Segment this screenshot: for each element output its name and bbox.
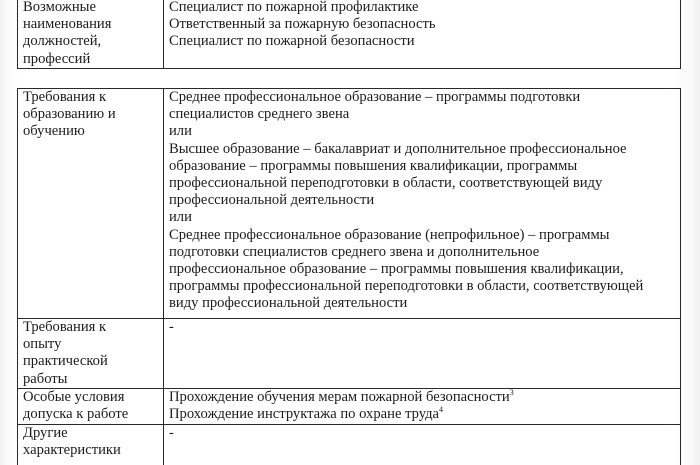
row-label-job-titles [18,0,164,68]
value-line: Специалист по пожарной профилактике [169,0,419,15]
label-line: Другие [23,425,68,441]
value-line: Специалист по пожарной безопасности [169,33,415,50]
row-value-education [164,89,681,319]
value-line: виду профессиональной деятельности [169,295,408,312]
requirements-table [17,88,681,465]
value-line: - [169,319,174,335]
value-line: Среднее профессиональное образование – программы подготовки [169,89,581,105]
table-row [18,319,681,389]
value-line: Среднее профессиональное образование (непрофильное) – программы [169,226,610,243]
label-line: профессий [23,50,91,67]
label-line: работы [23,370,68,387]
value-line: программы профессиональной переподготовки в области, соответствующей [169,278,644,295]
value-line: профессиональной деятельности [169,192,375,209]
value-line: Ответственный за пожарную безопасность [169,16,436,33]
value-text: Прохождение инструктажа по охране труда [169,406,440,423]
label-line: практической [23,353,108,370]
value-line: образование – программы повышения квалификации, программы [169,157,578,174]
label-line: обучению [23,123,85,140]
label-line: допуска к работе [23,406,129,423]
value-line: или [169,123,192,140]
label-line: наименования [23,16,112,33]
row-value-experience [164,319,681,389]
table-row [18,425,681,465]
label-line: Требования к [23,319,107,335]
footnote-marker: 3 [509,388,514,397]
value-line: специалистов среднего звена [169,106,350,123]
row-label-admission [18,389,164,425]
label-line: характеристики [23,442,121,459]
label-line: Возможные [23,0,96,15]
row-label-other [18,425,164,465]
table-row [18,0,681,68]
value-text: Прохождение обучения мерам пожарной безопасности [169,389,510,405]
table-row [18,389,681,425]
row-label-education [18,89,164,319]
value-line [169,389,676,406]
row-value-admission [164,389,681,425]
value-line: Высшее образование – бакалавриат и дополнительное профессиональное [169,140,627,157]
table-row [18,89,681,319]
value-line [169,406,676,423]
value-line: или [169,209,192,226]
value-line: профессиональной переподготовки в области, соответствующей виду [169,175,603,192]
row-label-experience [18,319,164,389]
label-line: Требования к [23,89,107,105]
label-line: опыту [23,336,62,353]
footnote-marker: 4 [439,405,444,415]
row-value-other [164,425,681,465]
value-line: подготовки специалистов среднего звена и дополнительное [169,243,540,260]
value-line: - [169,425,174,441]
label-line: Особые условия [23,389,125,405]
label-line: должностей, [23,33,102,50]
row-value-job-titles [164,0,681,68]
value-line: профессиональное образование – программы повышения квалификации, [169,261,624,278]
job-titles-table [17,0,681,69]
label-line: образованию и [23,106,116,123]
